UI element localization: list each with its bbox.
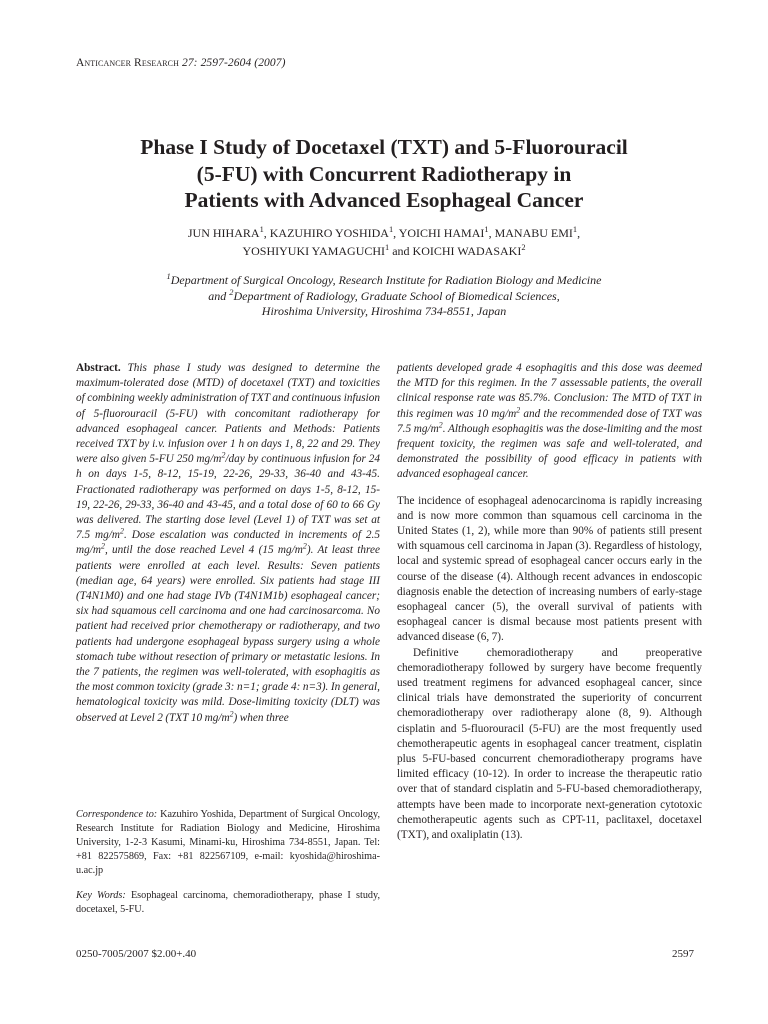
abstract-label: Abstract. [76,362,121,374]
author-name: MANABU EMI [494,226,573,240]
correspondence-note [76,808,380,878]
author-list [0,225,768,260]
affil-marker: 2 [229,287,234,297]
body-paragraph: The incidence of esophageal adenocarcinoma is rapidly increasing and is now more common than squamous cell carcinoma in the United States (1, 2), while more than 90% of patients still present with squamous cell carcinoma in Japan (3). Regardless of histology, local and systemic spread of esophageal cancer occurs early in the course of the disease (4). Although recent advances in endoscopic diagnosis enable the detection of increasing numbers of early-stage esophageal cancer (5), the overall survival of patients with esophageal cancer is dismal because most patients present with advanced disease (6, 7). [397,494,702,644]
abstract-text: ). At least three patients were enrolled at each level. Results: Seven patients (median age, 64 years) were enrolled. Six patients had stage III (T4N1M0) and one had stage IVb (T4N1M1b) esophageal cancer; six had squamous cell carcinoma and one had carcinosarcoma. No patient had received prior chemotherapy or radiotherapy, and two patients had undergone esophageal bypass surgery using a whole stomach tube without resection of primary or metastatic lesions. In the 7 patients, the regimen was well-tolerated, with esophagitis as the most common toxicity (grade 3: n=1; grade 4: n=3). In general, hematological toxicity was mild. Dose-limiting toxicity (DLT) was observed at Level 2 (TXT 10 mg/m [76,544,381,724]
title-line-2: (5-FU) with Concurrent Radiotherapy in [196,161,572,186]
superscript: 2 [229,708,234,718]
abstract-text: patients developed grade 4 esophagitis and this dose was deemed the MTD for this regimen. In the 7 assessable patients, the overall clinical response rate was 85.7%. Conclusion: The MTD of TXT in this regimen was 10 mg/m [397,362,702,420]
author-line-2 [0,243,768,261]
page-number: 2597 [672,948,694,960]
superscript: 2 [221,450,226,460]
price-code: 0250-7005/2007 $2.00+.40 [76,948,197,960]
affiliations [0,273,768,320]
affil-marker: 1 [166,272,171,281]
title-line-3: Patients with Advanced Esophageal Cancer [184,188,584,212]
affil-marker: 1 [385,242,390,252]
superscript: 2 [302,541,307,551]
author-name: KOICHI WADASAKI [412,243,522,258]
abstract [76,361,380,726]
correspondence-text: Kazuhiro Yoshida, Department of Surgical Oncology, Research Institute for Radiation Biology and Medicine, Hiroshima University, 1-2-3 Kasumi, Minami-ku, Hiroshima 734-8551, Japan. Tel: +81 822575869, Fax: +81 822567109, e-mail: kyoshida@hiroshima-u.ac.jp [76,809,380,876]
affil-text: Department of Radiology, Graduate School of Biomedical Sciences, [233,288,560,303]
author-name: JUN HIHARA [187,226,260,240]
author-name: YOICHI HAMAI [398,226,485,240]
author-sep: , [577,226,581,240]
journal-name: Anticancer Research [76,57,179,69]
abstract-text: ) when three [233,711,289,724]
introduction [397,494,702,844]
article-title [0,134,768,214]
keywords-text: Esophageal carcinoma, chemoradiotherapy, phase I study, docetaxel, 5-FU. [76,890,380,915]
affil-line-2 [0,289,768,305]
abstract-text: This phase I study was designed to determine the maximum-tolerated dose (MTD) of docetaxel (TXT) and toxicities of combining weekly administration of TXT and continuous infusion of 5-fluorouracil (5-FU) with concomitant radiotherapy for advanced esophageal cancer. Patients and Methods: Patients received TXT by i.v. infusion over 1 h on days 1, 8, 22 and 29. They were also given 5-FU 250 mg/m [76,362,380,466]
body-paragraph: Definitive chemoradiotherapy and preoperative chemoradiotherapy followed by surgery have become frequently used treatment regimens for advanced esophageal cancer, since clinical trials have demonstrated the superiority of concurrent chemoradiotherapy over radiotherapy alone (8, 9). Although cisplatin and 5-fluorouracil (5-FU) are the most frequently used chemotherapeutic agents in esophageal cancer treatment, cisplatin plus 5-FU-based concurrent chemoradiotherapy programs have limited efficacy (10-12). In order to increase the therapeutic ratio over that of standard cisplatin and 5-FU-based chemoradiotherapy, attempts have been made to incorporate next-generation cytotoxic chemotherapeutic agents such as CPT-11, paclitaxel, docetaxel (TXT), and oxaliplatin (13). [397,646,702,842]
affil-line-1 [0,273,768,289]
affil-marker: 2 [521,242,526,252]
abstract-text: , until the dose reached Level 4 (15 mg/m [104,544,303,557]
affil-marker: 1 [259,225,264,234]
superscript: 2 [101,541,105,551]
author-name: YOSHIYUKI YAMAGUCHI [242,243,386,258]
affil-marker: 1 [572,225,578,234]
author-sep: , [393,226,399,240]
running-head [76,57,286,69]
left-column [76,361,380,726]
right-column [397,361,702,843]
superscript: 2 [516,404,521,414]
author-sep: , [488,226,495,240]
superscript: 2 [438,420,443,430]
affil-line-3: Hiroshima University, Hiroshima 734-8551, Japan [261,304,507,318]
affil-marker: 1 [388,225,394,234]
keywords-label: Key Words: [76,890,126,901]
affil-marker: 1 [484,225,489,234]
affil-and: and [208,288,230,303]
abstract-text: . Dose escalation was conducted in increments of 2.5 mg/m [76,529,380,557]
author-sep: , [263,226,270,240]
author-name: KAZUHIRO YOSHIDA [269,226,389,240]
author-line-1 [0,225,768,243]
keywords-note [76,889,380,917]
abstract-text: and the recommended dose of TXT was 7.5 mg/m [397,407,703,435]
journal-citation: 27: 2597-2604 (2007) [181,57,286,69]
author-and: and [389,243,413,258]
abstract-text: /day by continuous infusion for 24 h on days 1-5, 8-12, 15-19, 22-26, 29-33, 36-40 and 43-45. Fractionated radiotherapy was performed on days 1-5, 8-12, 15-19, 22-26, 29-33, 36-40 and 43-45, and a total dose of 60 to 66 Gy was delivered. The starting dose level (Level 1) of TXT was set at 7.5 mg/m [76,453,380,542]
affil-text: Department of Surgical Oncology, Research Institute for Radiation Biology and Medicine [170,273,602,287]
abstract-text: . Although esophagitis was the dose-limiting and the most frequent toxicity, the regimen was safe and well-tolerated, and demonstrated the possibility of good efficacy in patients with advanced esophageal cancer. [397,422,703,481]
superscript: 2 [120,526,124,536]
abstract-continued [397,361,702,483]
title-line-1: Phase I Study of Docetaxel (TXT) and 5-Fluorouracil [140,135,628,159]
correspondence-label: Correspondence to: [76,809,158,820]
